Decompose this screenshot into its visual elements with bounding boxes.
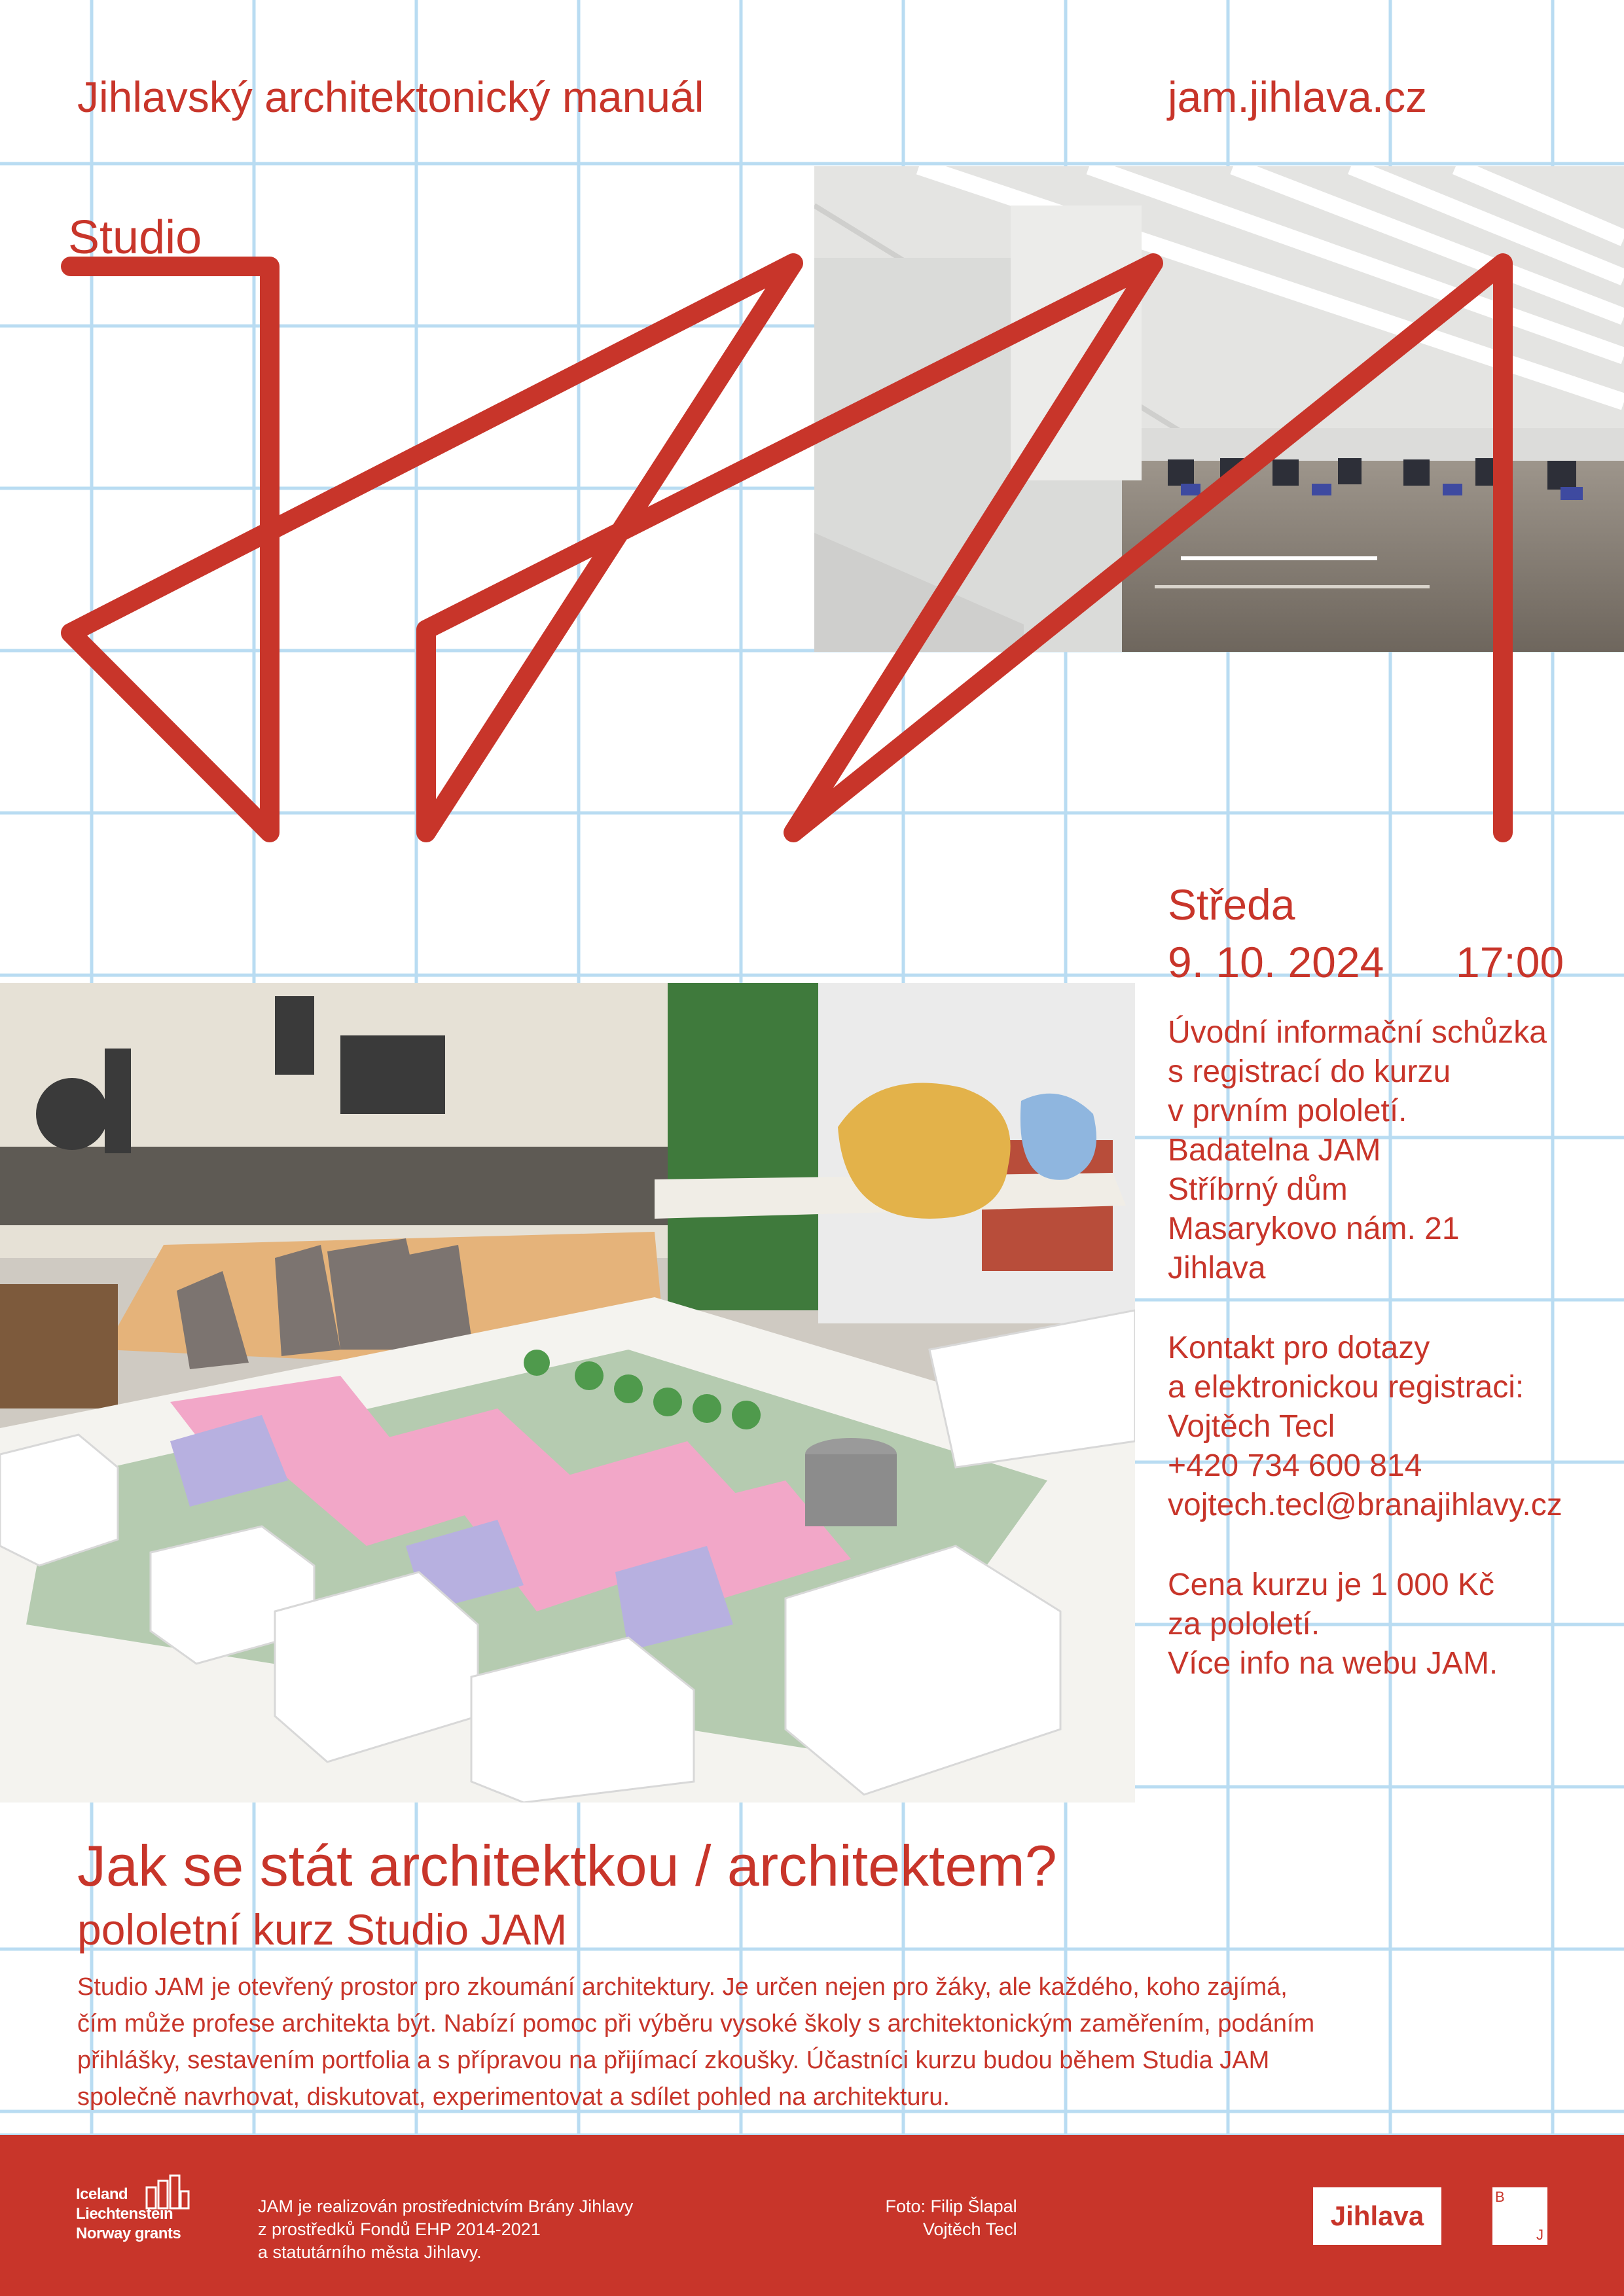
- contact-block: [1168, 1329, 1562, 1525]
- jihlava-city-logo: [1313, 2187, 1441, 2245]
- architecture-model-photo: [0, 983, 1135, 1803]
- bj-letter-b: B: [1495, 2189, 1505, 2205]
- grants-line: Iceland: [76, 2185, 128, 2203]
- course-description: [77, 1969, 1314, 2115]
- funding-text: [258, 2195, 633, 2264]
- event-date: 9. 10. 2024: [1168, 938, 1384, 986]
- info-line: Masarykovo nám. 21: [1168, 1211, 1460, 1246]
- event-info-block: [1168, 1013, 1547, 1288]
- event-time: 17:00: [1456, 938, 1564, 986]
- description-line: společně navrhovat, diskutovat, experimentovat a sdílet pohled na architekturu.: [77, 2083, 950, 2111]
- city-logo-text: Jihlava: [1330, 2200, 1424, 2231]
- credit-line: Foto: Filip Šlapal: [885, 2197, 1017, 2216]
- grants-line: Liechtenstein: [76, 2205, 173, 2223]
- info-line: Úvodní informační schůzka: [1168, 1015, 1547, 1050]
- info-line: s registrací do kurzu: [1168, 1054, 1451, 1089]
- info-line: Jihlava: [1168, 1251, 1266, 1285]
- course-heading: Jak se stát architektkou / architektem?: [77, 1833, 1057, 1898]
- footer-bar: [0, 2135, 1624, 2296]
- description-line: Studio JAM je otevřený prostor pro zkoumání architektury. Je určen nejen pro žáky, ale každého, koho zajímá,: [77, 1973, 1288, 2001]
- price-line: za pololetí.: [1168, 1607, 1320, 1641]
- contact-name: Vojtěch Tecl: [1168, 1409, 1335, 1444]
- grants-line: Norway grants: [76, 2225, 181, 2242]
- studio-prefix-label: Studio: [68, 211, 202, 264]
- price-line: Cena kurzu je 1 000 Kč: [1168, 1568, 1494, 1602]
- price-block: [1168, 1566, 1498, 1683]
- info-line: Badatelna JAM: [1168, 1133, 1381, 1168]
- course-subheading: pololetní kurz Studio JAM: [77, 1905, 568, 1954]
- credit-line: Vojtěch Tecl: [923, 2219, 1017, 2239]
- contact-phone[interactable]: +420 734 600 814: [1168, 1448, 1422, 1483]
- price-line: Více info na webu JAM.: [1168, 1646, 1498, 1681]
- grants-bars-icon: [145, 2174, 190, 2210]
- funding-line: JAM je realizován prostřednictvím Brány Jihlavy: [258, 2197, 634, 2216]
- info-line: Stříbrný dům: [1168, 1172, 1348, 1207]
- description-line: čím může profese architekta být. Nabízí pomoc při výběru vysoké školy s architektonickým zaměřením, podáním: [77, 2010, 1315, 2037]
- funding-line: a statutárního města Jihlavy.: [258, 2242, 482, 2262]
- photo-credit: [871, 2195, 1017, 2241]
- website-link[interactable]: jam.jihlava.cz: [1168, 73, 1428, 121]
- contact-line: Kontakt pro dotazy: [1168, 1331, 1430, 1365]
- info-line: v prvním pololetí.: [1168, 1094, 1407, 1128]
- contact-email[interactable]: vojtech.tecl@branajihlavy.cz: [1168, 1488, 1562, 1522]
- studio-interior-photo: [814, 166, 1624, 652]
- description-line: přihlášky, sestavením portfolia a s přípravou na přijímací zkoušky. Účastníci kurzu budou během Studia JAM: [77, 2047, 1270, 2074]
- event-day: Středa: [1168, 880, 1295, 929]
- manual-title: Jihlavský architektonický manuál: [77, 73, 704, 121]
- contact-line: a elektronickou registraci:: [1168, 1370, 1525, 1405]
- brana-jihlavy-logo: [1492, 2187, 1547, 2245]
- funding-line: z prostředků Fondů EHP 2014-2021: [258, 2219, 541, 2239]
- bj-letter-j: J: [1536, 2227, 1543, 2243]
